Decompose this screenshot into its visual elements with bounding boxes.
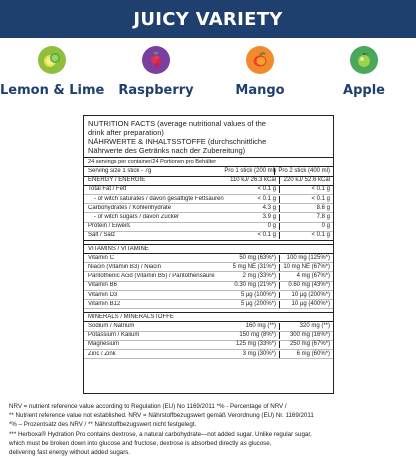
nutrient-value: 10 mg NE (67%*) (283, 263, 330, 270)
raspberry-icon (142, 46, 170, 74)
nutrient-value: 150 mg (8%*) (226, 332, 280, 339)
flavor-raspberry (104, 46, 208, 98)
footnote-line: *** Herboxa® Hydration Pro contains dextrose, a natural carbohydrate—not added sugar. Unlike regular sugar, (9, 430, 312, 438)
header-banner (0, 0, 416, 38)
nutrient-value: 160 mg (**) (226, 323, 280, 330)
nutrient-value: 250 mg (67%*) (289, 341, 330, 348)
nutrition-title: NUTRITION FACTS (average nutritional values of the drink after preparation) NÄHRWERTE & INHALTSSTOFFE (durchschnittliche Nährwerte des Getränks nach der Zubereitung) (84, 116, 333, 158)
table-row (84, 341, 333, 350)
macro-rows (84, 177, 333, 241)
nutrient-value: 5 µg (100%*) (226, 292, 280, 299)
nutrient-value: 7.8 g (316, 214, 330, 220)
nutrient-label: Magnesium (88, 341, 120, 348)
table-row (84, 223, 333, 232)
nutrition-facts-table (83, 115, 334, 394)
table-row (84, 186, 333, 195)
nutrient-value: 0 g (321, 223, 330, 230)
nutrient-value: 10 µg (200%*) (291, 291, 330, 298)
nutrient-value: 4 mg (67%*) (296, 273, 330, 280)
flavor-list (0, 46, 416, 108)
table-row (84, 332, 333, 341)
table-row (84, 272, 333, 281)
footnote-line: NRV = nutrient reference value according to Regulation (EU) No 1169/2011 *% - Percentage of NRV / (9, 403, 287, 410)
nutrient-value: 8.6 g (316, 204, 330, 211)
nutrient-label: Vitamin B12 (88, 300, 121, 307)
apple-icon (350, 46, 378, 74)
nutrient-value: 6 mg (60%*) (296, 350, 330, 357)
nutrient-value: 3 mg (30%*) (226, 351, 280, 358)
nutrient-value: 10 µg (400%*) (291, 300, 330, 307)
section-header: MINERALS / MINERALSTOFFE (84, 313, 333, 322)
mango-icon (246, 46, 274, 74)
table-row (84, 350, 333, 359)
nutrient-label: - of witch saturates / davon gesättigte Fettsäuren (94, 195, 224, 202)
nutrient-value: < 0.1 g (226, 196, 280, 203)
nutrient-value: 110 kJ/ 26.3 kCal (226, 177, 280, 184)
flavor-name: Mango (235, 83, 285, 98)
footnote-line: delivering fast energy without added sugars. (9, 449, 131, 457)
nutrient-label: Vitamin C (88, 254, 114, 261)
column-header: Pro 2 stick (400 ml) (278, 168, 330, 175)
nutrient-label: Zinc / Zink (88, 350, 116, 357)
nutrient-value: 100 mg (125%*) (286, 254, 330, 261)
page-title: JUICY VARIETY (133, 8, 283, 30)
nutrient-value: 0.30 mg (21%*) (226, 282, 280, 289)
lemon-lime-icon (38, 46, 66, 74)
column-header: Pro 1 stick (200 ml) (221, 168, 275, 175)
nutrient-label: Carbohydrates / Kohlenhydrate (88, 204, 172, 211)
footnote-line: *% – Prozentsatz des NRV / ** Nährstoffbezugswert nicht festgelegt. (9, 421, 197, 429)
nutrient-value: 3.9 g (226, 214, 280, 221)
nutrient-value: 5 mg NE (31%*) (226, 264, 280, 271)
nutrient-value: 50 mg (63%*) (226, 255, 280, 262)
nutrient-label: Vitamin D3 (88, 291, 118, 298)
nutrient-label: Sodium / Natrium (88, 323, 135, 330)
flavor-apple (312, 46, 416, 98)
table-row (84, 254, 333, 263)
nutrient-value: 0.60 mg (43%*) (288, 282, 330, 289)
nutrient-label: Potassium / Kalium (88, 332, 140, 339)
nutrient-value: 4.3 g (226, 205, 280, 212)
nutrient-label: ENERGY / ENERGIE (88, 177, 146, 184)
nutrient-value: < 0.1 g (226, 232, 280, 239)
table-row (84, 213, 333, 222)
nutrient-value: < 0.1 g (311, 195, 330, 202)
table-row (84, 263, 333, 272)
nutrient-label: Niacin (Vitamin B3) / Niacin (88, 263, 161, 270)
table-row (84, 232, 333, 241)
footnotes (9, 402, 409, 457)
nutrient-value: 5 µg (200%*) (226, 301, 280, 308)
flavor-name: Lemon & Lime (0, 83, 105, 98)
table-header-row (84, 167, 333, 176)
nutrient-value: 300 mg (16%*) (289, 332, 330, 339)
nutrient-label: Total Fat / Fett (88, 186, 127, 193)
table-row (84, 300, 333, 309)
table-row (84, 282, 333, 291)
nutrient-value: 220 kJ/ 52.6 kCal (283, 177, 330, 184)
flavor-name: Apple (343, 83, 385, 98)
nutrient-label: Salt / Salz (88, 232, 116, 239)
flavor-name: Raspberry (118, 83, 194, 98)
table-row (84, 291, 333, 300)
table-row (84, 195, 333, 204)
mineral-rows (84, 322, 333, 359)
nutrient-label: Vitamin B6 (88, 282, 117, 289)
nutrient-value: < 0.1 g (226, 186, 280, 193)
section-header: VITAMINS / VITAMINE (84, 245, 333, 254)
footnote-line: which must be broken down into glucose and fructose, dextrose is absorbed directly as glucose, (9, 439, 272, 447)
nutrient-value: 0 g (226, 223, 280, 230)
vitamin-rows (84, 254, 333, 309)
table-row (84, 322, 333, 331)
footnote-line: ** Nutrient reference value not established. NRV = Nährstoffbezugswert gemäß Verordnung (EU) Nr. 1169/2011 (9, 412, 314, 420)
nutrient-value: 320 mg (**) (299, 323, 330, 330)
table-row (84, 177, 333, 186)
nutrient-value: < 0.1 g (311, 186, 330, 193)
column-header: Serving size 1 stick - 7g (88, 168, 152, 175)
nutrient-value: < 0.1 g (311, 232, 330, 239)
flavor-lemon-lime (0, 46, 104, 98)
table-row (84, 204, 333, 213)
nutrient-value: 125 mg (33%*) (226, 341, 280, 348)
servings-text: 24 servings per container/24 Portionen pro Behälter (84, 158, 333, 167)
flavor-mango (208, 46, 312, 98)
nutrient-value: 2 mg (33%*) (226, 273, 280, 280)
nutrient-label: Protein / Eiweiß (88, 223, 131, 230)
nutrient-label: Pantothenic Acid (Vitamin B5) / Pantothensäure (88, 273, 215, 280)
nutrient-label: - of witch sugars / davon Zucker (94, 214, 180, 220)
